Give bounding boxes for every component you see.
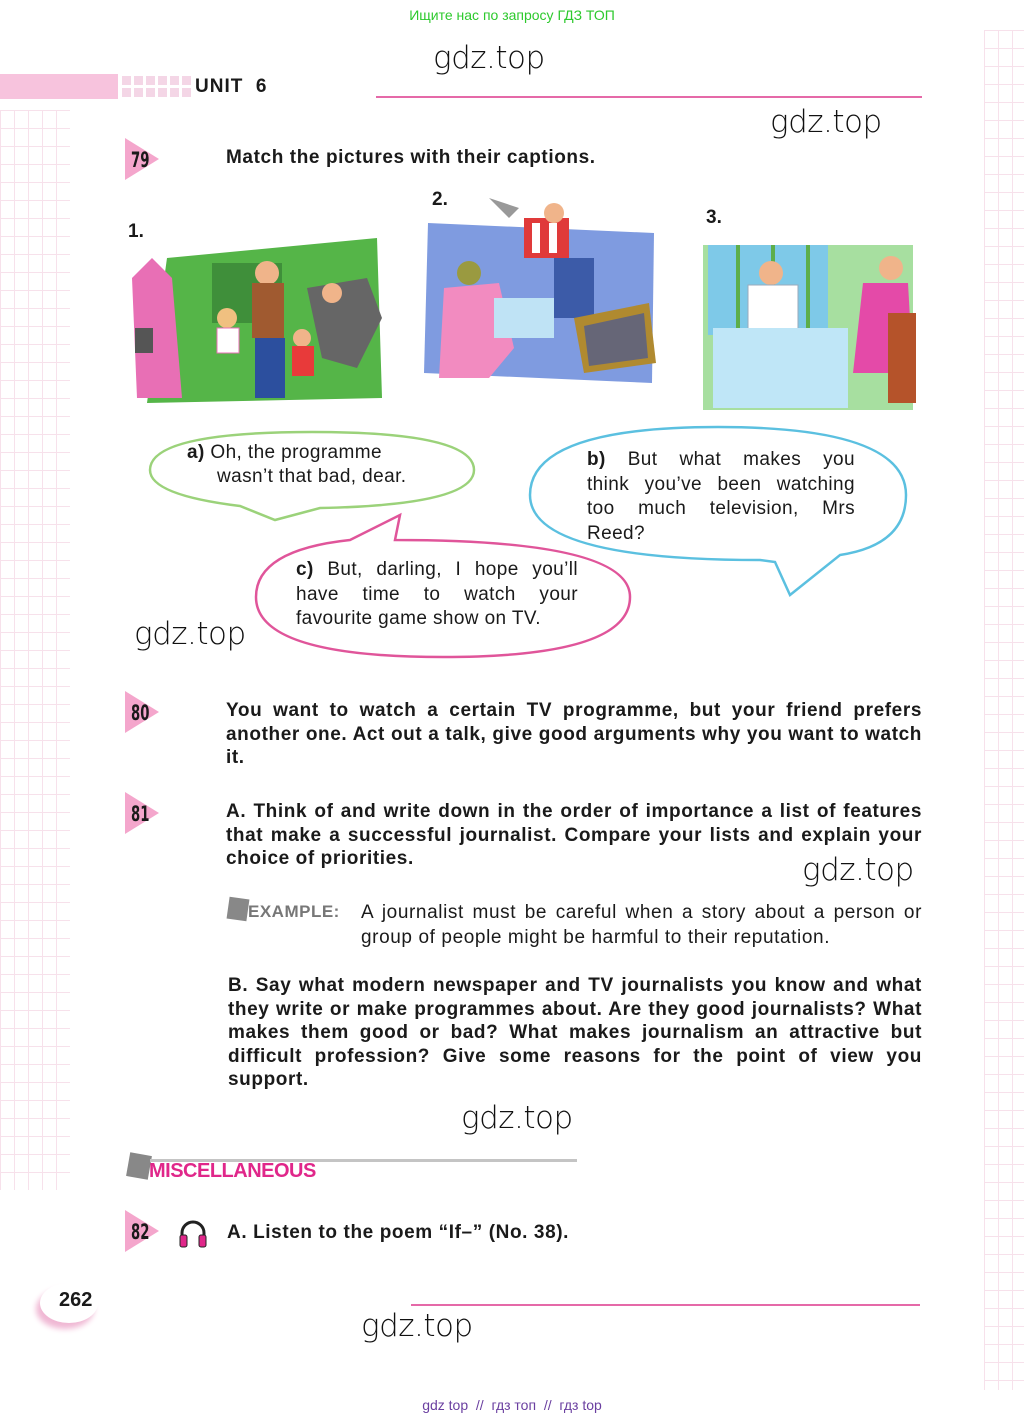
exercise-79-instruction: Match the pictures with their captions.: [226, 147, 596, 168]
bubble-b-text: b) But what makes you think you’ve been watching too much television, Mrs Reed?: [587, 449, 855, 544]
page-number: 262: [59, 1289, 93, 1311]
watermark: gdz.top: [802, 852, 914, 888]
misc-heading: MISCELLANEOUS: [149, 1160, 316, 1182]
exercise-81a-text: A. Think of and write down in the order of importance a list of features that make a successful journalist. Compare your lists and explain your choice of priorities.: [226, 801, 922, 869]
picture-label: 3.: [706, 207, 722, 228]
watermark: gdz.top: [361, 1308, 473, 1344]
exercise-badge: 79: [125, 138, 161, 180]
example-icon: [227, 897, 250, 922]
top-note: Ищите нас по запросу ГДЗ ТОП: [409, 7, 615, 23]
picture-label: 1.: [128, 221, 144, 242]
watermark: gdz.top: [134, 616, 246, 652]
bubble-c-text: c) But, darling, I hope you’ll have time to watch your favourite game show on TV.: [296, 559, 579, 629]
footer-rule: [411, 1304, 920, 1306]
picture-label: 2.: [432, 189, 448, 210]
bubble-a-text-line2: wasn’t that bad, dear.: [217, 466, 407, 487]
exercise-80-text: You want to watch a certain TV programme, but your friend prefers another one. Act out a talk, give good arguments why you want to watch it.: [226, 700, 922, 768]
exercise-badge: 82: [125, 1210, 161, 1252]
watermark: gdz.top: [433, 40, 545, 76]
watermark: gdz.top: [770, 104, 882, 140]
watermark: gdz.top: [461, 1100, 573, 1136]
exercise-badge: 81: [125, 792, 161, 834]
exercise-82-text: A. Listen to the poem “If–” (No. 38).: [227, 1222, 570, 1243]
footer-links[interactable]: gdz top // гдз топ // гдз top: [422, 1397, 602, 1413]
example-text: A journalist must be careful when a story about a person or group of people might be harmful to their reputation.: [361, 902, 922, 948]
example-label: EXAMPLE:: [248, 902, 340, 921]
unit-title: UNIT 6: [195, 76, 268, 97]
exercise-badge: 80: [125, 691, 161, 733]
bubble-a-text: a) Oh, the programme: [187, 442, 382, 463]
headphones-icon[interactable]: [178, 1219, 208, 1249]
exercise-81b-text: B. Say what modern newspaper and TV journalists you know and what they write or make programmes about. Are they good journalists? What makes them good or bad? What makes journalism an attractive but difficult profession? Give some reasons for the point of view you support.: [228, 975, 922, 1090]
